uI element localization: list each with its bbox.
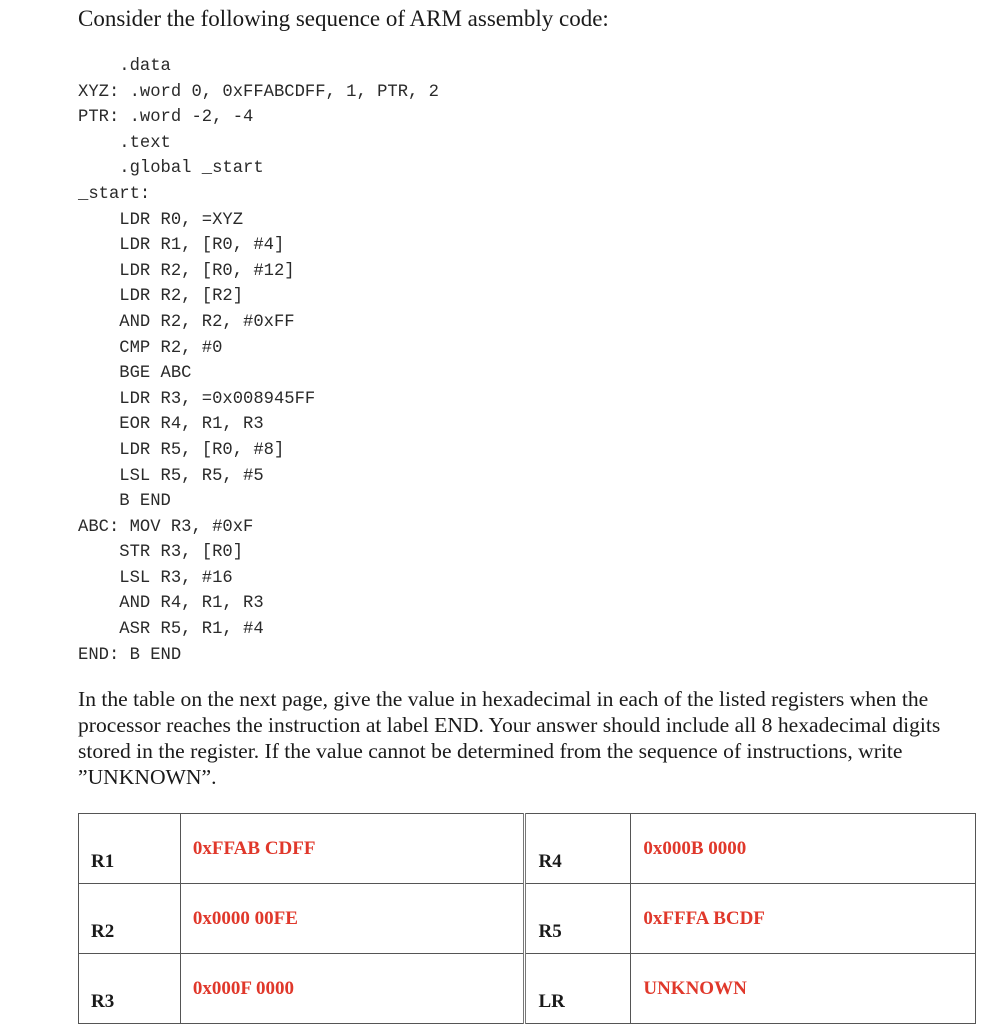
register-label-cell xyxy=(525,954,631,1024)
code-line: AND R2, R2, #0xFF xyxy=(78,312,295,332)
code-line: LDR R1, [R0, #4] xyxy=(78,236,285,256)
register-label: R4 xyxy=(538,851,562,872)
code-line: AND R4, R1, R3 xyxy=(78,594,264,614)
code-line: PTR: .word -2, -4 xyxy=(78,108,254,128)
register-value-cell xyxy=(631,814,976,884)
table-row xyxy=(79,814,976,884)
code-line: _start: xyxy=(78,184,151,204)
code-line: LDR R2, [R2] xyxy=(78,287,244,307)
code-line: LDR R3, =0x008945FF xyxy=(78,389,316,409)
code-line: BGE ABC xyxy=(78,364,192,384)
register-label-cell xyxy=(79,814,181,884)
code-line: LDR R0, =XYZ xyxy=(78,210,244,230)
instructions-paragraph: In the table on the next page, give the value in hexadecimal in each of the listed registers when the processor reaches the instruction at label END. Your answer should include all 8 hexadecimal digits stored in the register. If the value cannot be determined from the sequence of instructions, write ”UNKNOWN”. xyxy=(78,687,941,789)
code-line: EOR R4, R1, R3 xyxy=(78,415,264,435)
assembly-code-block xyxy=(78,54,439,668)
code-line: B END xyxy=(78,492,171,512)
code-line: LDR R5, [R0, #8] xyxy=(78,440,285,460)
register-value: 0x000B 0000 xyxy=(643,838,747,859)
register-label: R3 xyxy=(91,991,115,1012)
code-line: .data xyxy=(78,57,171,76)
register-value: UNKNOWN xyxy=(643,978,747,999)
code-line: CMP R2, #0 xyxy=(78,338,223,358)
register-value: 0x000F 0000 xyxy=(192,978,295,999)
register-label: R2 xyxy=(91,921,115,942)
register-answer-table xyxy=(78,813,976,1024)
register-label-cell xyxy=(79,954,181,1024)
register-label: LR xyxy=(538,991,565,1012)
code-line: LSL R5, R5, #5 xyxy=(78,466,264,486)
register-value-cell xyxy=(180,954,525,1024)
code-line: STR R3, [R0] xyxy=(78,543,244,563)
register-value-cell xyxy=(180,884,525,954)
register-label: R5 xyxy=(538,921,562,942)
code-line: .global _start xyxy=(78,159,264,179)
code-line: ABC: MOV R3, #0xF xyxy=(78,517,254,537)
code-line: END: B END xyxy=(78,645,182,665)
intro-text: Consider the following sequence of ARM assembly code: xyxy=(78,6,609,31)
register-value-cell xyxy=(180,814,525,884)
code-line: LDR R2, [R0, #12] xyxy=(78,261,295,281)
table-row xyxy=(79,884,976,954)
register-value-cell xyxy=(631,884,976,954)
register-label-cell xyxy=(79,884,181,954)
register-label: R1 xyxy=(91,851,115,872)
code-line: LSL R3, #16 xyxy=(78,568,233,588)
register-label-cell xyxy=(525,884,631,954)
table-row xyxy=(79,954,976,1024)
code-line: .text xyxy=(78,133,171,153)
code-line: XYZ: .word 0, 0xFFABCDFF, 1, PTR, 2 xyxy=(78,82,439,102)
register-label-cell xyxy=(525,814,631,884)
code-line: ASR R5, R1, #4 xyxy=(78,620,264,640)
register-value: 0xFFAB CDFF xyxy=(192,838,316,859)
register-value: 0x0000 00FE xyxy=(192,908,298,929)
register-value: 0xFFFA BCDF xyxy=(643,908,765,929)
register-value-cell xyxy=(631,954,976,1024)
